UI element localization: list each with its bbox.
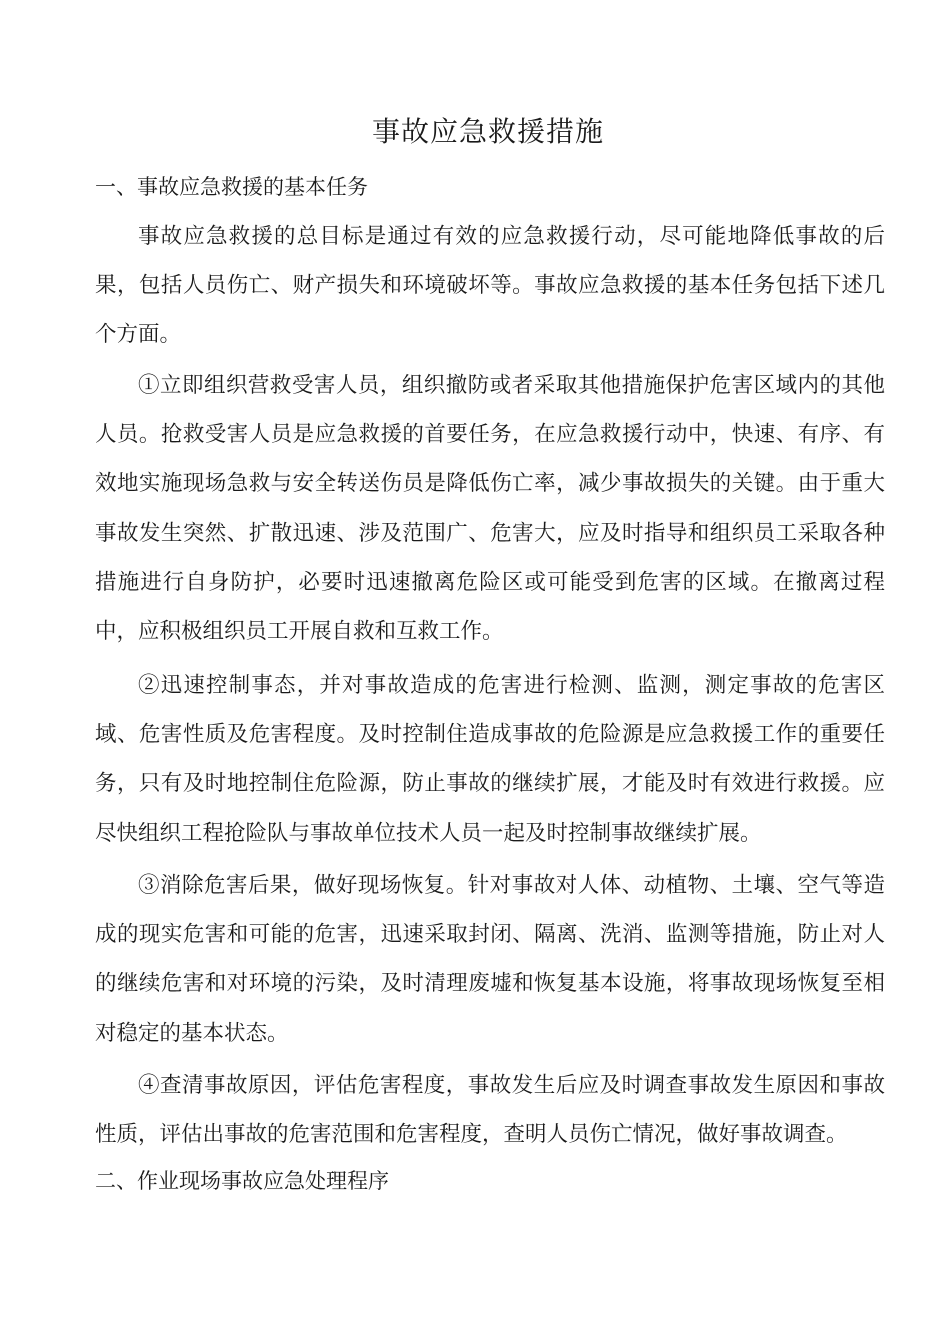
document-title: 事故应急救援措施 xyxy=(371,115,604,148)
paragraph-item-3: ③消除危害后果，做好现场恢复。针对事故对人体、动植物、土壤、空气等造成的现实危害和可能的危害，迅速采取封闭、隔离、洗消、监测等措施，防止对人的继续危害和对环境的污染，及时清理废墟和恢复基本设施，将事故现场恢复至相对稳定的基本状态。 xyxy=(95,873,885,1046)
paragraph-item-2: ②迅速控制事态，并对事故造成的危害进行检测、监测，测定事故的危害区域、危害性质及危害程度。及时控制住造成事故的危险源是应急救援工作的重要任务，只有及时地控制住危险源，防止事故的继续扩展，才能及时有效进行救援。应尽快组织工程抢险队与事故单位技术人员一起及时控制事故继续扩展。 xyxy=(95,673,885,846)
paragraph-item-4: ④查清事故原因，评估危害程度，事故发生后应及时调查事故发生原因和事故性质，评估出事故的危害范围和危害程度，查明人员伤亡情况，做好事故调查。 xyxy=(95,1073,885,1148)
paragraph-item-1: ①立即组织营救受害人员，组织撤防或者采取其他措施保护危害区域内的其他人员。抢救受害人员是应急救援的首要任务，在应急救援行动中，快速、有序、有效地实施现场急救与安全转送伤员是降低伤亡率，减少事故损失的关键。由于重大事故发生突然、扩散迅速、涉及范围广、危害大，应及时指导和组织员工采取各种措施进行自身防护，必要时迅速撤离危险区或可能受到危害的区域。在撤离过程中，应积极组织员工开展自救和互救工作。 xyxy=(95,373,885,645)
section-heading-2: 二、作业现场事故应急处理程序 xyxy=(95,1169,389,1193)
paragraph-intro: 事故应急救援的总目标是通过有效的应急救援行动，尽可能地降低事故的后果，包括人员伤亡、财产损失和环境破坏等。事故应急救援的基本任务包括下述几个方面。 xyxy=(95,224,885,348)
section-heading-1: 一、事故应急救援的基本任务 xyxy=(95,175,368,199)
